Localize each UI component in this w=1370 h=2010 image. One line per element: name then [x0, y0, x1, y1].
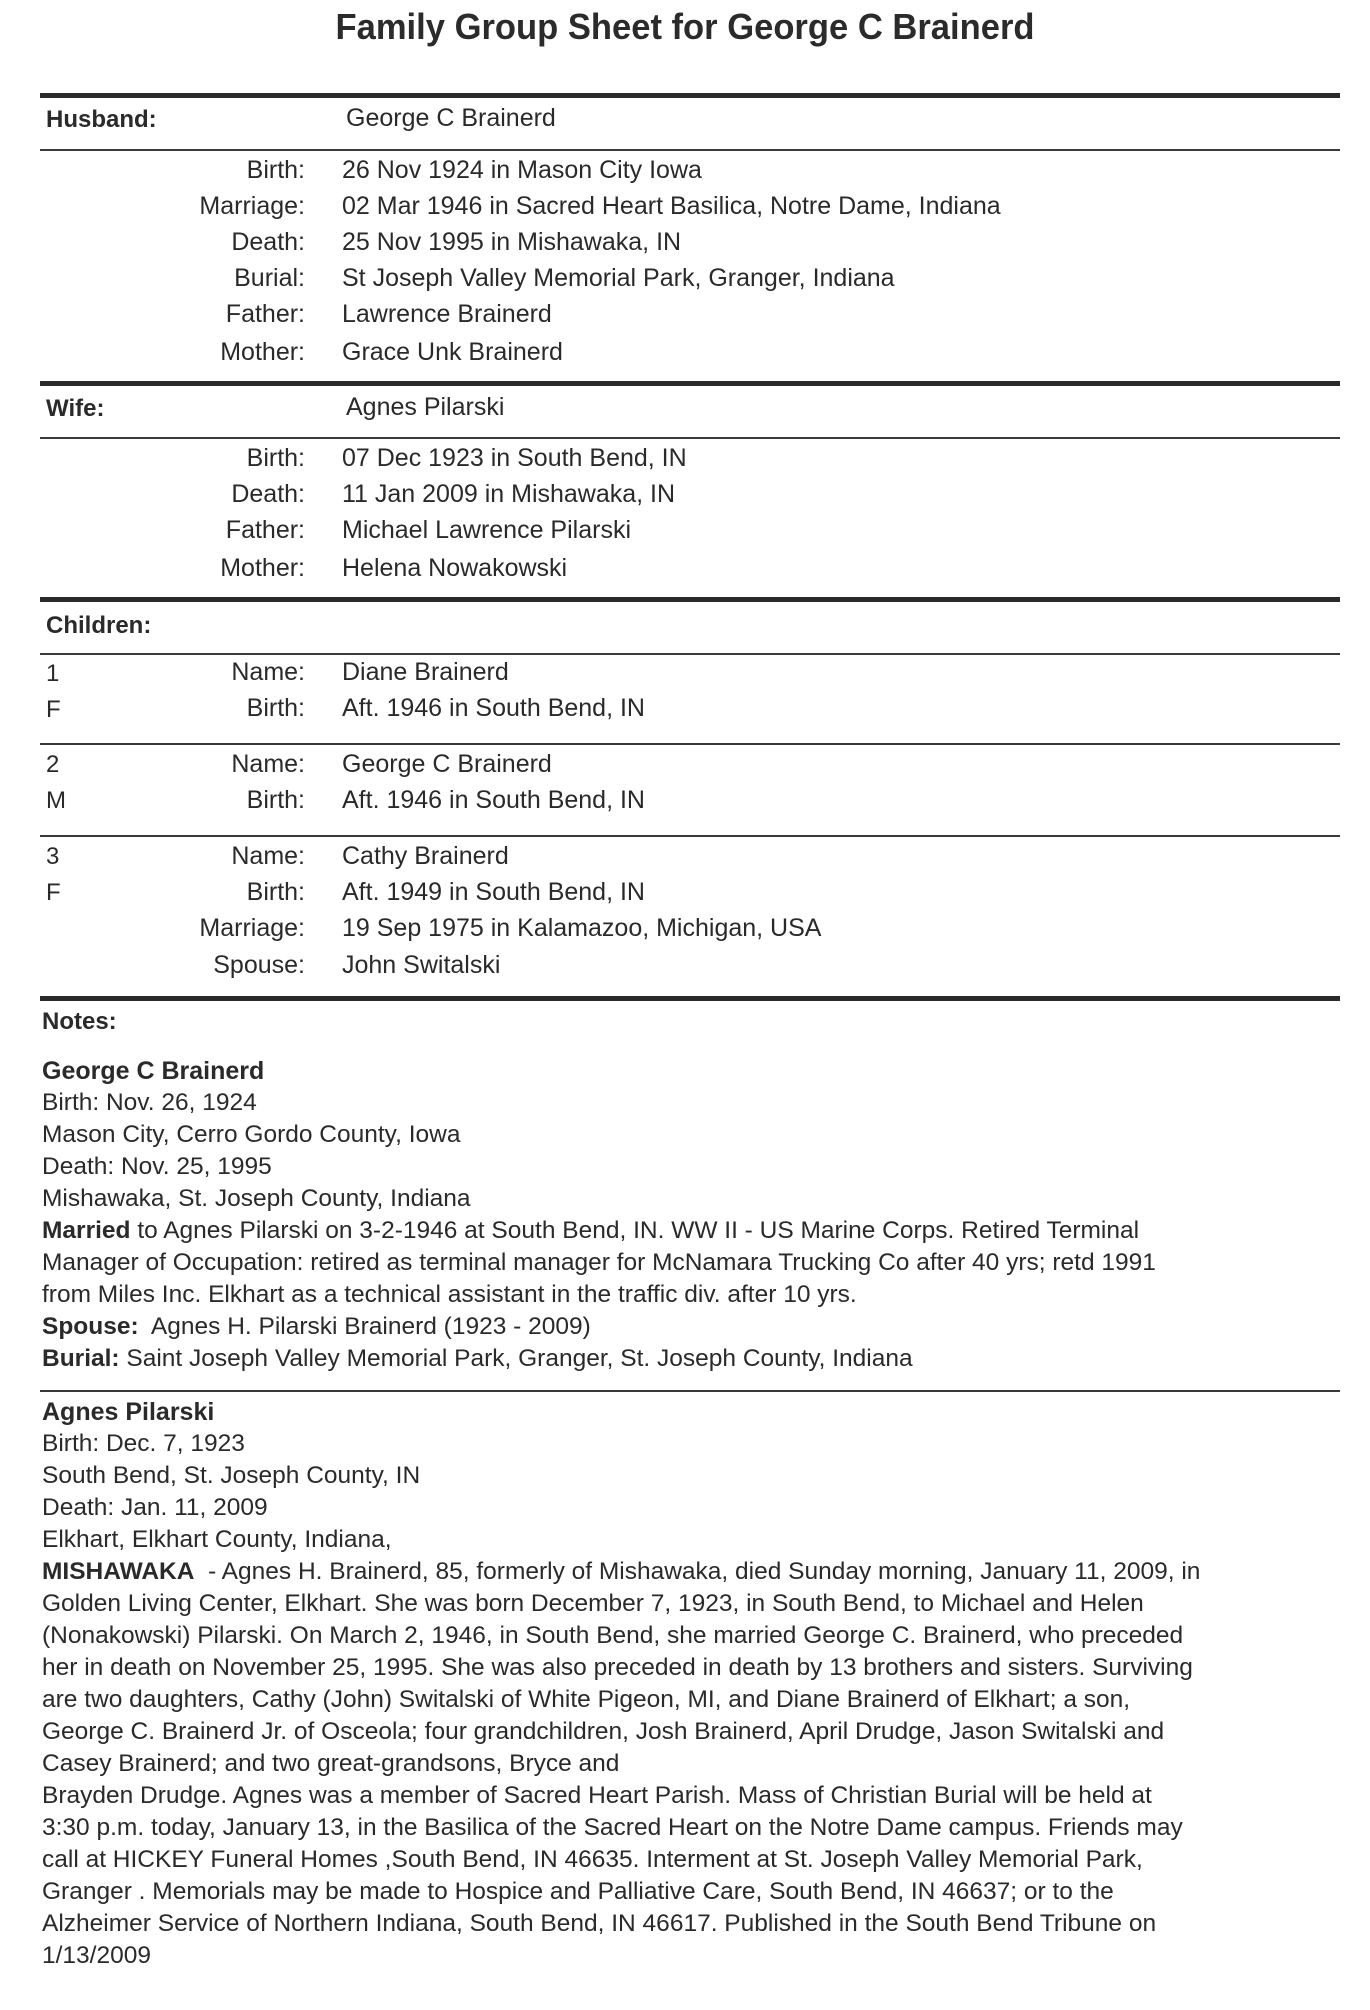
burial-text: Saint Joseph Valley Memorial Park, Granger, St. Joseph County, Indiana [119, 1345, 913, 1372]
notes-married-line [42, 1215, 1342, 1247]
notes-line: Elkhart, Elkhart County, Indiana, [42, 1526, 392, 1553]
notes-line: Mason City, Cerro Gordo County, Iowa [42, 1121, 461, 1148]
notes-line: Manager of Occupation: retired as terminal manager for McNamara Trucking Co after 40 yrs; retd 1991 [42, 1249, 1156, 1276]
fact-value: Helena Nowakowski [342, 554, 568, 582]
notes-george [42, 1055, 1342, 1375]
married-label: Married [42, 1217, 131, 1244]
fact-value: Grace Unk Brainerd [342, 338, 563, 366]
notes-line: South Bend, St. Joseph County, IN [42, 1462, 421, 1489]
fact-value: 11 Jan 2009 in Mishawaka, IN [342, 480, 676, 508]
notes-line: (Nonakowski) Pilarski. On March 2, 1946, in South Bend, she married George C. Brainerd, who preceded [42, 1622, 1184, 1649]
notes-line: 3:30 p.m. today, January 13, in the Basilica of the Sacred Heart on the Notre Dame campus. Friends may [42, 1814, 1183, 1841]
child-number: 3 [46, 843, 60, 870]
notes-label: Notes: [42, 1008, 117, 1035]
child-name-row [0, 750, 1370, 786]
wife-death-row [0, 480, 1370, 516]
notes-line: Casey Brainerd; and two great-grandsons, Bryce and [42, 1750, 620, 1777]
wife-label: Wife: [46, 395, 105, 422]
child-sex: F [46, 879, 61, 906]
notes-line: Alzheimer Service of Northern Indiana, South Bend, IN 46617. Published in the South Bend Tribune on [42, 1910, 1157, 1937]
divider [40, 437, 1340, 439]
notes-agnes [42, 1396, 1342, 1972]
notes-line: are two daughters, Cathy (John) Switalski of White Pigeon, MI, and Diane Brainerd of Elkhart; a son, [42, 1686, 1131, 1713]
page-title: Family Group Sheet for George C Brainerd [335, 6, 1035, 47]
fact-label: Death: [231, 228, 305, 256]
fact-value: John Switalski [342, 951, 501, 979]
section-divider [40, 93, 1340, 98]
husband-label: Husband: [46, 106, 157, 133]
child-marriage-row [0, 914, 1370, 950]
notes-line: Granger . Memorials may be made to Hospice and Palliative Care, South Bend, IN 46637; or to the [42, 1878, 1114, 1905]
husband-death-row [0, 228, 1370, 264]
wife-birth-row [0, 444, 1370, 480]
notes-line: Brayden Drudge. Agnes was a member of Sacred Heart Parish. Mass of Christian Burial will be held at [42, 1782, 1152, 1809]
divider [40, 653, 1340, 655]
notes-spouse-line [42, 1311, 1342, 1343]
child-number: 2 [46, 751, 60, 778]
wife-mother-row [0, 554, 1370, 590]
fact-value: Cathy Brainerd [342, 842, 509, 870]
section-divider [40, 996, 1340, 1001]
notes-line: from Miles Inc. Elkhart as a technical assistant in the traffic div. after 10 yrs. [42, 1281, 857, 1308]
divider [40, 1390, 1340, 1392]
notes-line: Death: Nov. 25, 1995 [42, 1153, 272, 1180]
notes-burial-line [42, 1343, 1342, 1375]
fact-label: Name: [231, 750, 305, 778]
children-label: Children: [46, 612, 152, 639]
fact-label: Birth: [246, 444, 305, 472]
notes-line: her in death on November 25, 1995. She was also preceded in death by 13 brothers and sisters. Surviving [42, 1654, 1193, 1681]
fact-value: 07 Dec 1923 in South Bend, IN [342, 444, 687, 472]
notes-line: George C. Brainerd Jr. of Osceola; four grandchildren, Josh Brainerd, April Drudge, Jason Switalski and [42, 1718, 1165, 1745]
fact-label: Mother: [220, 338, 305, 366]
fact-value: 19 Sep 1975 in Kalamazoo, Michigan, USA [342, 914, 822, 942]
burial-label: Burial: [42, 1345, 120, 1372]
fact-value: Lawrence Brainerd [342, 300, 552, 328]
fact-label: Birth: [246, 156, 305, 184]
obit-text: - Agnes H. Brainerd, 85, formerly of Mishawaka, died Sunday morning, January 11, 2009, in [194, 1558, 1201, 1585]
child-birth-row [0, 786, 1370, 822]
section-divider [40, 381, 1340, 386]
notes-line: 1/13/2009 [42, 1942, 151, 1969]
fact-label: Spouse: [213, 951, 305, 979]
child-sex: M [46, 787, 66, 814]
divider [40, 743, 1340, 745]
fact-label: Name: [231, 842, 305, 870]
fact-value: Aft. 1946 in South Bend, IN [342, 694, 645, 722]
fact-label: Marriage: [199, 192, 305, 220]
notes-line: Birth: Nov. 26, 1924 [42, 1089, 257, 1116]
fact-label: Birth: [246, 694, 305, 722]
husband-mother-row [0, 338, 1370, 374]
notes-line: Death: Jan. 11, 2009 [42, 1494, 268, 1521]
fact-value: George C Brainerd [342, 750, 552, 778]
husband-name: George C Brainerd [346, 104, 556, 132]
fact-label: Birth: [246, 878, 305, 906]
fact-label: Father: [225, 300, 305, 328]
fact-label: Birth: [246, 786, 305, 814]
fact-value: 25 Nov 1995 in Mishawaka, IN [342, 228, 682, 256]
fact-label: Marriage: [199, 914, 305, 942]
child-spouse-row [0, 951, 1370, 987]
section-divider [40, 597, 1340, 602]
fact-label: Father: [225, 516, 305, 544]
spouse-label: Spouse: [42, 1313, 139, 1340]
notes-line: Mishawaka, St. Joseph County, Indiana [42, 1185, 471, 1212]
spouse-text: Agnes H. Pilarski Brainerd (1923 - 2009) [138, 1313, 591, 1340]
notes-heading: Agnes Pilarski [42, 1398, 215, 1426]
fact-label: Burial: [234, 264, 305, 292]
child-birth-row [0, 878, 1370, 914]
notes-obit-first-line [42, 1556, 1342, 1588]
notes-heading: George C Brainerd [42, 1057, 265, 1085]
husband-birth-row [0, 156, 1370, 192]
notes-line: call at HICKEY Funeral Homes ,South Bend, IN 46635. Interment at St. Joseph Valley Memorial Park, [42, 1846, 1143, 1873]
obit-label: MISHAWAKA [42, 1558, 195, 1585]
child-birth-row [0, 694, 1370, 730]
husband-marriage-row [0, 192, 1370, 228]
fact-label: Death: [231, 480, 305, 508]
fact-label: Name: [231, 658, 305, 686]
divider [40, 835, 1340, 837]
notes-line: Golden Living Center, Elkhart. She was born December 7, 1923, in South Bend, to Michael and Helen [42, 1590, 1144, 1617]
fact-value: Aft. 1946 in South Bend, IN [342, 786, 645, 814]
fact-value: Aft. 1949 in South Bend, IN [342, 878, 645, 906]
child-sex: F [46, 696, 61, 723]
wife-name: Agnes Pilarski [346, 393, 505, 421]
wife-father-row [0, 516, 1370, 552]
child-name-row [0, 658, 1370, 694]
child-number: 1 [46, 660, 60, 687]
fact-value: 26 Nov 1924 in Mason City Iowa [342, 156, 702, 184]
married-text: to Agnes Pilarski on 3-2-1946 at South Bend, IN. WW II - US Marine Corps. Retired Terminal [130, 1217, 1140, 1244]
child-name-row [0, 842, 1370, 878]
husband-burial-row [0, 264, 1370, 300]
fact-label: Mother: [220, 554, 305, 582]
husband-father-row [0, 300, 1370, 336]
fact-value: 02 Mar 1946 in Sacred Heart Basilica, Notre Dame, Indiana [342, 192, 1001, 220]
notes-line: Birth: Dec. 7, 1923 [42, 1430, 245, 1457]
fact-value: Michael Lawrence Pilarski [342, 516, 632, 544]
fact-value: Diane Brainerd [342, 658, 509, 686]
fact-value: St Joseph Valley Memorial Park, Granger, Indiana [342, 264, 895, 292]
divider [40, 149, 1340, 151]
